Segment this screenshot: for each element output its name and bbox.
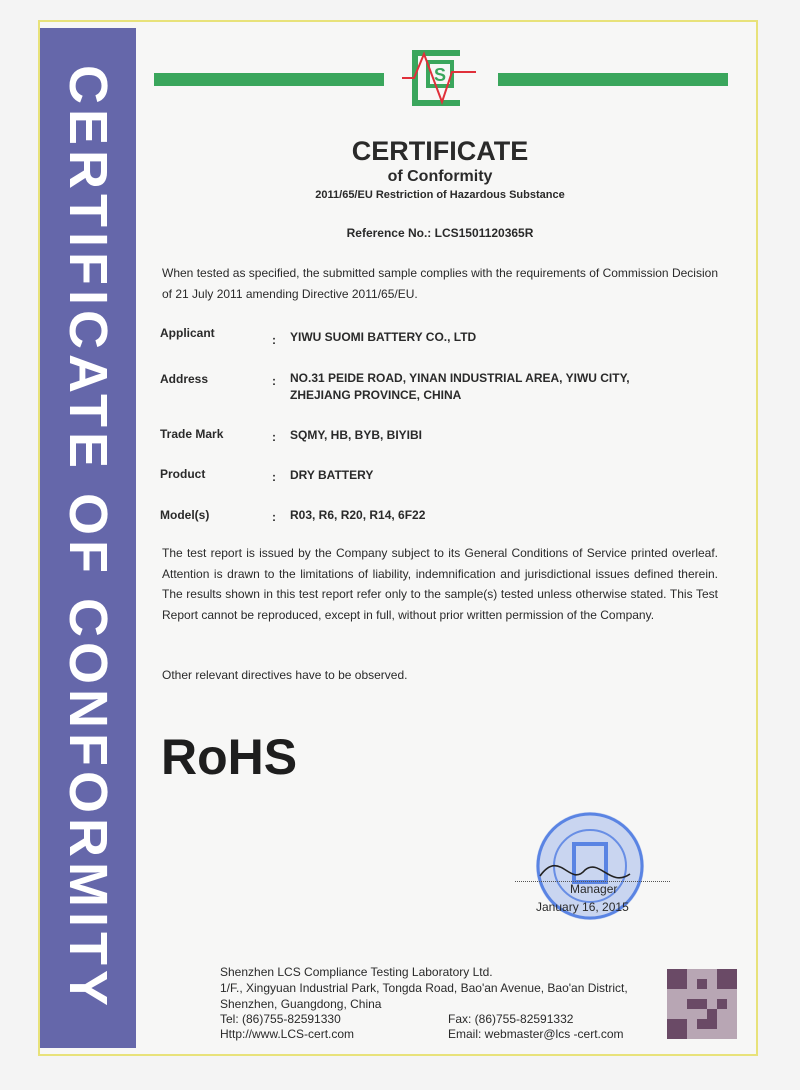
field-label: Trade Mark xyxy=(160,427,224,441)
other-directives-text: Other relevant directives have to be observed. xyxy=(162,668,408,682)
certificate-title: CERTIFICATE xyxy=(351,136,529,166)
field-label: Product xyxy=(160,467,206,481)
lcs-logo-icon xyxy=(400,48,480,110)
footer-address-2: Shenzhen, Guangdong, China xyxy=(220,997,382,1011)
field-label: Applicant xyxy=(160,326,215,340)
reference-number: Reference No.: LCS1501120365R xyxy=(346,226,534,240)
directive-title: 2011/65/EU Restriction of Hazardous Substance xyxy=(315,189,565,201)
field-value: SQMY, HB, BYB, BIYIBI xyxy=(290,428,423,442)
signature-role: Manager xyxy=(570,882,618,896)
field-value-line2: ZHEJIANG PROVINCE, CHINA xyxy=(290,388,462,402)
footer-fax: Fax: (86)755-82591332 xyxy=(448,1012,574,1026)
field-value: YIWU SUOMI BATTERY CO., LTD xyxy=(290,330,477,344)
rohs-mark: RoHS xyxy=(161,729,298,785)
field-value: R03, R6, R20, R14, 6F22 xyxy=(290,508,426,522)
footer-company: Shenzhen LCS Compliance Testing Laboratory Ltd. xyxy=(220,965,493,979)
field-value: DRY BATTERY xyxy=(290,468,374,482)
signature-date: January 16, 2015 xyxy=(536,900,629,914)
field-value: NO.31 PEIDE ROAD, YINAN INDUSTRIAL AREA, YIWU CITY, xyxy=(290,371,630,385)
intro-text: When tested as specified, the submitted sample complies with the requirements of Commission Decision of 21 July 2011 amending Directive 2011/65/EU. xyxy=(162,266,718,301)
field-label: Address xyxy=(160,372,209,386)
footer-email: Email: webmaster@lcs -cert.com xyxy=(448,1027,624,1041)
side-band-text: CERTIFICATE OF CONFORMITY xyxy=(58,65,118,1011)
header-bar-left xyxy=(154,73,384,86)
footer-tel: Tel: (86)755-82591330 xyxy=(220,1012,341,1026)
field-colon: : xyxy=(272,510,276,524)
field-colon: : xyxy=(272,374,276,388)
header-bar-right xyxy=(498,73,728,86)
svg-text:S: S xyxy=(433,65,447,85)
field-colon: : xyxy=(272,470,276,484)
terms-text: The test report is issued by the Company subject to its General Conditions of Service printed overleaf. Attention is drawn to the limitations of liability, indemnification and jurisdictional issues defined therein. The results shown in this test report refer only to the sample(s) tested unless otherwise stated. This Test Report cannot be reproduced, except in full, without prior written permission of the Company. xyxy=(162,546,718,622)
footer-address-1: 1/F., Xingyuan Industrial Park, Tongda Road, Bao'an Avenue, Bao'an District, xyxy=(220,981,628,995)
certificate-subtitle: of Conformity xyxy=(387,168,493,185)
field-colon: : xyxy=(272,333,276,347)
footer-web: Http://www.LCS-cert.com xyxy=(220,1027,355,1041)
field-colon: : xyxy=(272,430,276,444)
qr-code-icon xyxy=(667,968,737,1040)
field-label: Model(s) xyxy=(160,508,210,522)
